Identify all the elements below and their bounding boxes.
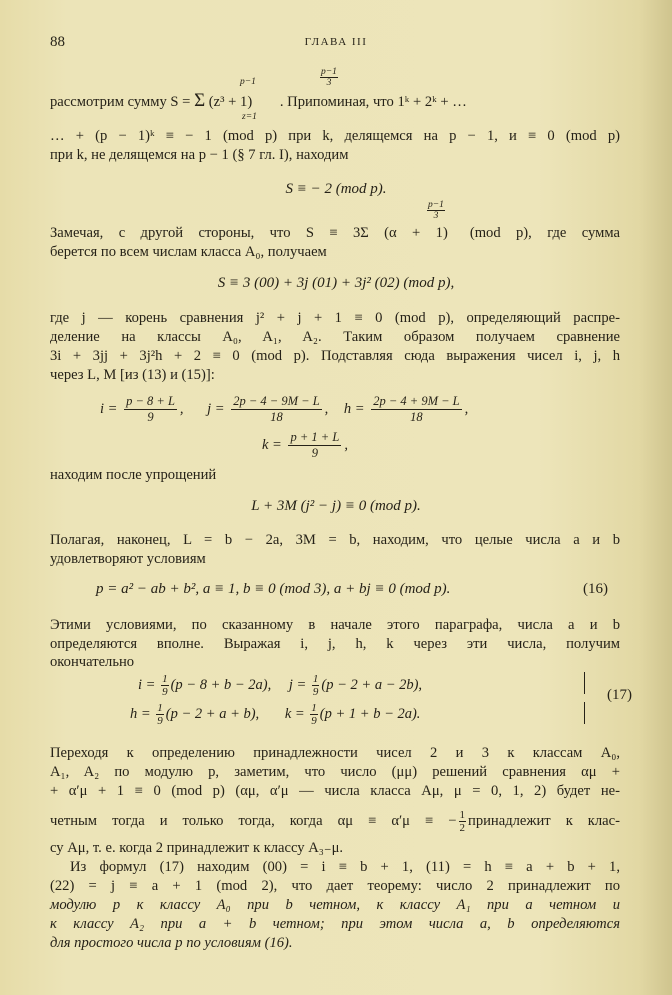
- denominator: 9: [162, 686, 168, 698]
- rhs: (p − 2 + a + b),: [165, 705, 260, 722]
- text-line: [50, 224, 620, 242]
- text-line: A₁, A₂ по модулю p, заметим, что число (μμ) решений сравнения αμ +: [50, 764, 620, 780]
- fractions-row: i = $\frac{p - 8 + L}{9}$ , j = $\frac{2p - 4 - 9M - L}{18}$ , h = $\frac{2p - 4 + 9M - L}{18}$ ,: [100, 394, 469, 424]
- text-line: … + (p − 1)ᵏ ≡ − 1 (mod p) при k, делящемся на p − 1, и ≡ 0 (mod p): [50, 128, 620, 144]
- sum-exponent: [427, 200, 445, 221]
- text-line: Из формул (17) находим (00) = i ≡ b + 1, (11) = h ≡ a + b + 1,: [70, 859, 620, 875]
- fraction-h: [371, 394, 461, 425]
- text-line: деление на классы A₀, A₁, A₂. Таким образом получаем сравнение: [50, 329, 620, 345]
- denominator: 2: [459, 822, 466, 834]
- numerator: 2p − 4 + 9M − L: [373, 394, 460, 408]
- denominator: 9: [312, 686, 319, 698]
- text-line: 3i + 3jj + 3j²h + 2 ≡ 0 (mod p). Подставляя сюда выражения чисел i, j, h: [50, 348, 620, 364]
- page-number: 88: [50, 34, 65, 50]
- text-line: + α′μ + 1 ≡ 0 (mod p) (αμ, α′μ — числа класса Aμ, μ = 0, 1, 2) будет не-: [50, 783, 620, 799]
- lhs: j =: [288, 676, 307, 693]
- lhs: h =: [343, 400, 365, 417]
- rhs: (p + 1 + b − 2a).: [319, 705, 421, 722]
- lhs: k =: [262, 436, 282, 453]
- text-line: модулю p к классу A₀ при b четном, к классу A₁ при a четном и: [50, 897, 620, 913]
- text-line: Этими условиями, по сказанному в начале этого параграфа, числа a и b: [50, 617, 620, 633]
- text-line: окончательно: [50, 654, 135, 670]
- exp-numerator: p−1: [428, 200, 444, 210]
- text-segment: рассмотрим сумму S =: [50, 94, 191, 110]
- display-equation-16: p = a² − ab + b², a ≡ 1, b ≡ 0 (mod 3), a + bj ≡ 0 (mod p).: [96, 581, 451, 597]
- fraction-k: [288, 430, 341, 461]
- text-segment: (z³ + 1): [208, 94, 253, 110]
- exp-numerator: p−1: [321, 67, 337, 77]
- denominator: 9: [147, 410, 154, 424]
- denominator: 9: [311, 446, 319, 460]
- text-line: су Aμ, т. е. когда 2 принадлежит к классу A₃₋μ.: [50, 840, 344, 856]
- numerator: 2p − 4 − 9M − L: [233, 394, 320, 408]
- text-segment: Замечая, с другой стороны, что S ≡ 3Σ (α + 1): [50, 225, 448, 241]
- equation-number: (16): [583, 581, 608, 597]
- eq17-row1: [138, 673, 422, 698]
- lhs: i =: [138, 676, 156, 693]
- numerator: 1: [157, 702, 163, 714]
- sigma-symbol: Σ: [194, 90, 206, 111]
- rhs: (p − 8 + b − 2a),: [170, 676, 272, 693]
- text-line: Переходя к определению принадлежности чисел 2 и 3 к классам A₀,: [50, 745, 620, 761]
- lhs: h =: [130, 705, 151, 722]
- sum-lower-limit: z=1: [242, 112, 257, 122]
- text-line: [50, 92, 620, 111]
- numerator: p + 1 + L: [290, 430, 340, 444]
- lhs: k =: [284, 705, 305, 722]
- fraction-k-row: k = $\frac{p + 1 + L}{9}$ ,: [262, 430, 348, 460]
- eq17-row2: [130, 702, 420, 727]
- exp-denominator: 3: [326, 78, 332, 88]
- text-segment: (mod p), где сумма: [469, 225, 620, 241]
- denominator: 9: [157, 715, 163, 727]
- numerator: 1: [459, 809, 466, 821]
- fraction-half: [459, 809, 467, 834]
- numerator: p − 8 + L: [126, 394, 175, 408]
- text-line: где j — корень сравнения j² + j + 1 ≡ 0 (mod p), определяющий распре-: [50, 310, 620, 326]
- display-equation: S ≡ 3 (00) + 3j (01) + 3j² (02) (mod p),: [217, 275, 455, 291]
- display-equation: S ≡ − 2 (mod p).: [285, 181, 387, 197]
- denominator: 9: [311, 715, 317, 727]
- text-line: [50, 809, 620, 834]
- numerator: 1: [312, 673, 319, 685]
- text-segment: принадлежит к клас-: [468, 812, 620, 829]
- text-line: через L, M [из (13) и (15)]:: [50, 367, 215, 383]
- chapter-header: ГЛАВА III: [304, 36, 368, 48]
- lhs: i =: [100, 400, 118, 417]
- text-line: при k, не делящемся на p − 1 (§ 7 гл. I), находим: [50, 147, 349, 163]
- numerator: 1: [162, 673, 168, 685]
- text-line: для простого числа p по условиям (16).: [50, 935, 293, 951]
- text-line: находим после упрощений: [50, 467, 217, 483]
- lhs: j =: [207, 400, 225, 417]
- sum-exponent: [320, 67, 338, 88]
- denominator: 18: [410, 410, 423, 424]
- sum-upper-limit: p−1: [240, 77, 256, 87]
- bracket-line: [584, 702, 585, 724]
- text-line: удовлетворяют условиям: [50, 551, 206, 567]
- text-line: (22) = j ≡ a + 1 (mod 2), что дает теорему: число 2 принадлежит по: [50, 878, 620, 894]
- text-segment: четным тогда и только тогда, когда αμ ≡ α′μ ≡ −: [50, 812, 457, 829]
- denominator: 18: [270, 410, 283, 424]
- fraction-i: [124, 394, 177, 425]
- fraction-j: [231, 394, 321, 425]
- display-equation: L + 3M (j² − j) ≡ 0 (mod p).: [251, 498, 421, 514]
- text-segment: . Припоминая, что 1ᵏ + 2ᵏ + …: [279, 94, 467, 110]
- rhs: (p − 2 + a − 2b),: [321, 676, 423, 693]
- text-line: Полагая, наконец, L = b − 2a, 3M = b, находим, что целые числа a и b: [50, 532, 620, 548]
- text-line: к классу A₂ при a + b четном; при этом числа a, b определяются: [50, 916, 620, 932]
- equation-number: (17): [607, 687, 632, 703]
- numerator: 1: [311, 702, 317, 714]
- exp-denominator: 3: [433, 211, 439, 221]
- bracket-line: [584, 672, 585, 694]
- text-line: определяются вполне. Выражая i, j, h, k через эти числа, получим: [50, 636, 620, 652]
- text-line: берется по всем числам класса A₀, получаем: [50, 244, 327, 260]
